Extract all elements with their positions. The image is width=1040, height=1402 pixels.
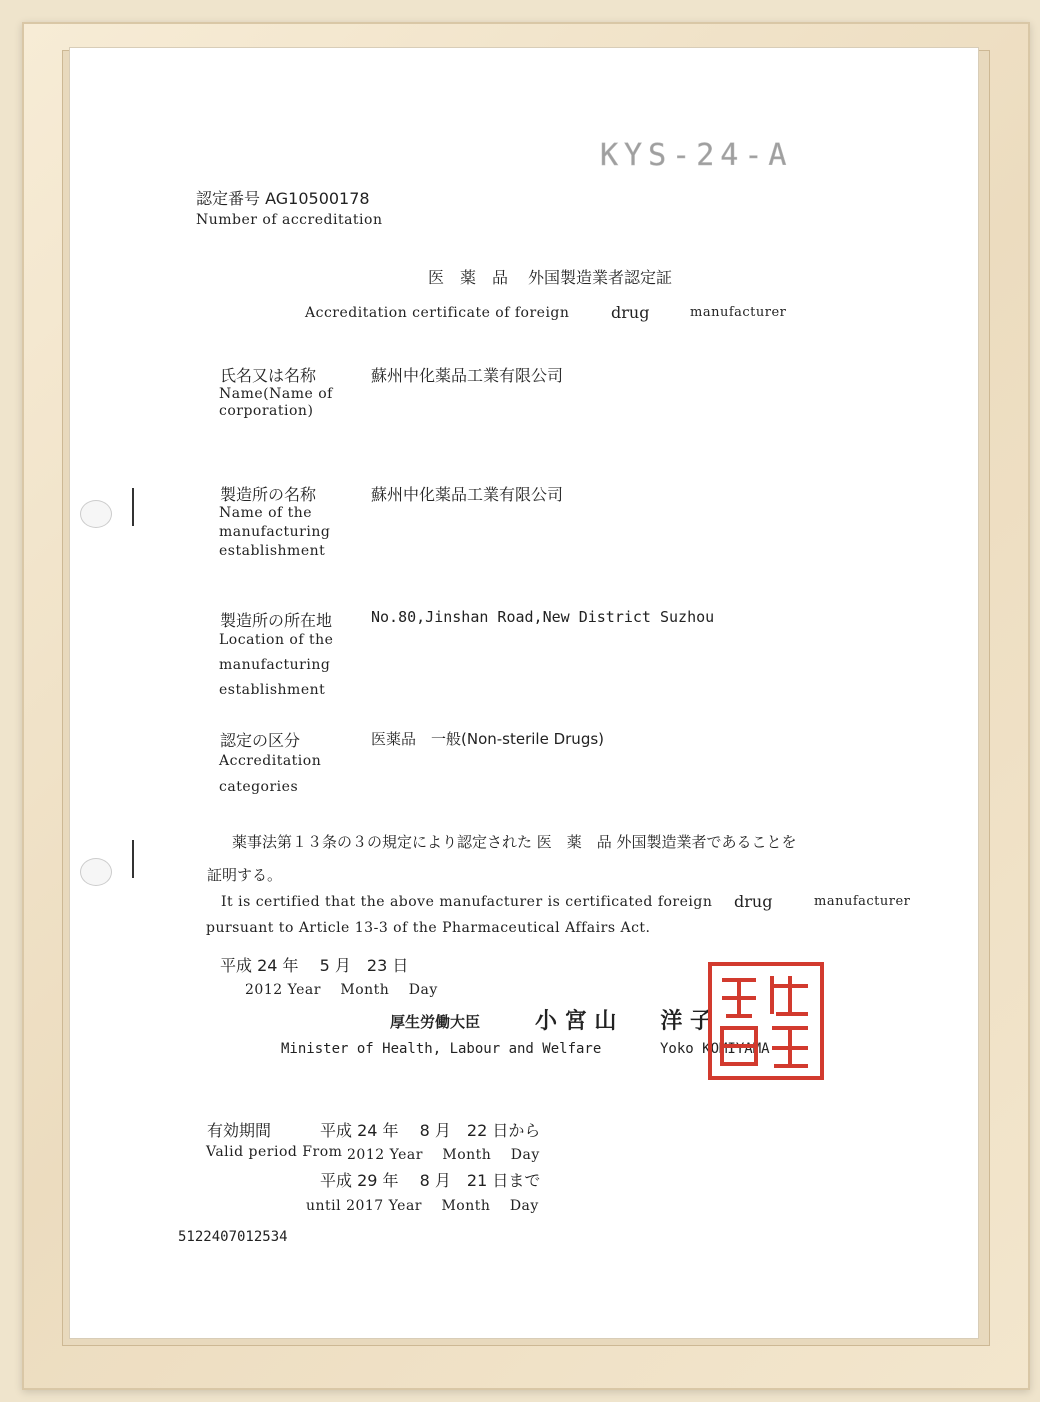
valid-from-en: 2012 Year Month Day (347, 1147, 540, 1163)
field-location-label-jp: 製造所の所在地 (220, 611, 333, 630)
field-category-label-en-2: categories (219, 779, 299, 795)
field-category-value: 医薬品 一般(Non-sterile Drugs) (371, 730, 605, 748)
title-jp-prefix: 医 薬 品 (428, 268, 509, 287)
field-establishment-label-en-3: establishment (219, 543, 326, 559)
field-location-label-en-3: establishment (219, 682, 326, 698)
field-establishment-label-en-1: Name of the (219, 505, 313, 521)
minister-title-en: Minister of Health, Labour and Welfare (281, 1041, 602, 1057)
statement-en-2: pursuant to Article 13-3 of the Pharmaceutical Affairs Act. (206, 920, 651, 936)
minister-name-en: Yoko KOMIYAMA (660, 1041, 770, 1057)
statement-jp-1: 薬事法第１３条の３の規定により認定された 医 薬 品 外国製造業者であることを (232, 833, 797, 851)
statement-en-1: It is certified that the above manufacturer is certificated foreign (221, 894, 713, 910)
minister-title-jp: 厚生労働大臣 (390, 1013, 481, 1031)
document-code: 5122407012534 (178, 1229, 288, 1245)
minister-name-jp: 小 宮 山 洋 子 (535, 1009, 712, 1034)
accreditation-number: 認定番号 AG10500178 (196, 189, 370, 208)
field-establishment-label-jp: 製造所の名称 (220, 485, 317, 504)
field-name-label-en-1: Name(Name of (219, 386, 333, 402)
valid-until-en: until 2017 Year Month Day (306, 1198, 539, 1214)
field-establishment-label-en-2: manufacturing (219, 524, 331, 540)
valid-from-jp: 平成 24 年 8 月 22 日から (320, 1121, 541, 1140)
statement-jp-2: 証明する。 (207, 866, 283, 884)
valid-period-label-en: Valid period From (206, 1144, 343, 1160)
margin-mark (132, 840, 134, 878)
margin-mark (132, 488, 134, 526)
field-location-label-en-1: Location of the (219, 632, 334, 648)
issue-date-en: 2012 Year Month Day (245, 982, 438, 998)
valid-until-jp: 平成 29 年 8 月 21 日まで (320, 1171, 541, 1190)
issue-date-jp: 平成 24 年 5 月 23 日 (220, 956, 409, 975)
title-en-manufacturer: manufacturer (690, 305, 787, 320)
title-en-drug: drug (611, 303, 650, 322)
serial-stamp: KYS-24-A (600, 138, 793, 173)
official-seal (708, 962, 824, 1080)
field-location-value: No.80,Jinshan Road,New District Suzhou (371, 608, 715, 626)
punch-hole (80, 858, 112, 886)
punch-hole (80, 500, 112, 528)
accreditation-number-label: Number of accreditation (196, 212, 383, 228)
valid-period-label-jp: 有効期間 (207, 1121, 272, 1140)
statement-en-manufacturer: manufacturer (814, 894, 911, 909)
field-name-value: 蘇州中化薬品工業有限公司 (371, 366, 564, 385)
seal-glyphs (712, 966, 820, 1076)
field-category-label-jp: 認定の区分 (220, 731, 301, 750)
title-jp: 外国製造業者認定証 (528, 268, 673, 287)
field-location-label-en-2: manufacturing (219, 657, 331, 673)
field-establishment-value: 蘇州中化薬品工業有限公司 (371, 485, 564, 504)
field-name-label-jp: 氏名又は名称 (220, 366, 317, 385)
title-en: Accreditation certificate of foreign (305, 305, 570, 321)
statement-en-drug: drug (734, 892, 773, 911)
field-category-label-en-1: Accreditation (219, 753, 322, 769)
field-name-label-en-2: corporation) (219, 403, 314, 419)
